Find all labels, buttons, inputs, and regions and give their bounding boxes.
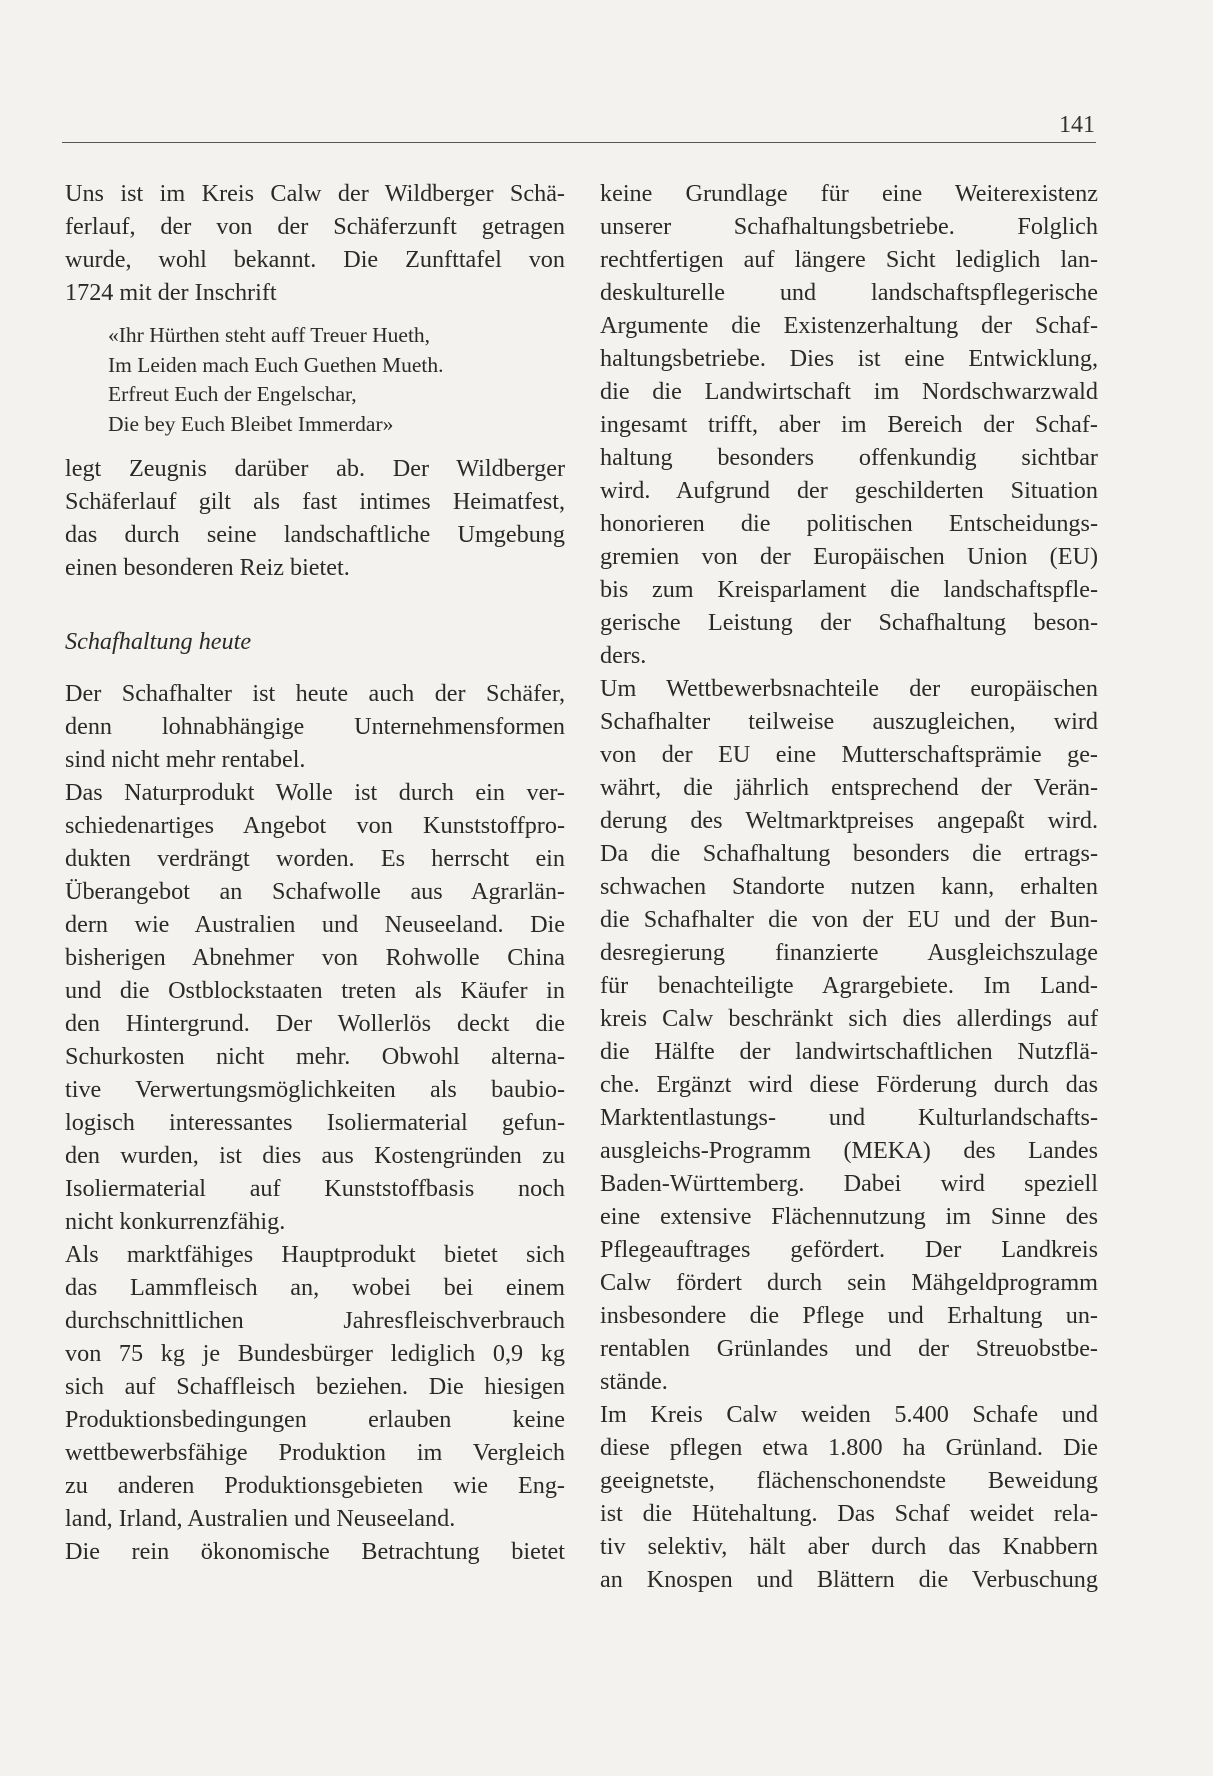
text-line: Uns ist im Kreis Calw der Wildberger Schä-	[65, 180, 565, 207]
text-line: bis zum Kreisparlament die landschaftspfle-	[600, 576, 1098, 603]
text-line: nicht konkurrenzfähig.	[65, 1208, 286, 1235]
text-line: von 75 kg je Bundesbürger lediglich 0,9 kg	[65, 1340, 565, 1367]
text-line: Produktionsbedingungen erlauben keine	[65, 1406, 565, 1433]
text-line: Überangebot an Schafwolle aus Agrarlän-	[65, 878, 565, 905]
text-line: einen besonderen Reiz bietet.	[65, 554, 350, 581]
right-column	[600, 177, 1098, 1596]
text-line: zu anderen Produktionsgebieten wie Eng-	[65, 1472, 565, 1499]
text-line: an Knospen und Blättern die Verbuschung	[600, 1566, 1098, 1593]
quote-line: Im Leiden mach Euch Guethen Mueth.	[108, 352, 444, 377]
text-line: das durch seine landschaftliche Umgebung	[65, 521, 565, 548]
text-line: Baden-Württemberg. Dabei wird speziell	[600, 1170, 1098, 1197]
text-line: wird. Aufgrund der geschilderten Situation	[600, 477, 1098, 504]
text-line: durchschnittlichen Jahresfleischverbrauch	[65, 1307, 565, 1334]
text-line: Pflegeauftrages gefördert. Der Landkreis	[600, 1236, 1098, 1263]
text-line: derung des Weltmarktpreises angepaßt wird.	[600, 807, 1098, 834]
text-line: die Hälfte der landwirtschaftlichen Nutzflä-	[600, 1038, 1098, 1065]
text-line: eine extensive Flächennutzung im Sinne des	[600, 1203, 1098, 1230]
text-line: logisch interessantes Isoliermaterial gefun-	[65, 1109, 565, 1136]
text-line: haltung besonders offenkundig sichtbar	[600, 444, 1098, 471]
text-line: Um Wettbewerbsnachteile der europäischen	[600, 675, 1098, 702]
header-rule	[62, 142, 1096, 143]
text-line: schwachen Standorte nutzen kann, erhalten	[600, 873, 1098, 900]
text-line: die die Landwirtschaft im Nordschwarzwald	[600, 378, 1098, 405]
text-line: sind nicht mehr rentabel.	[65, 746, 306, 773]
paragraph	[65, 177, 565, 309]
text-line: wettbewerbsfähige Produktion im Vergleich	[65, 1439, 565, 1466]
text-line: keine Grundlage für eine Weiterexistenz	[600, 180, 1098, 207]
text-line: Im Kreis Calw weiden 5.400 Schafe und	[600, 1401, 1098, 1428]
text-line: währt, die jährlich entsprechend der Verän-	[600, 774, 1098, 801]
text-line: rentablen Grünlandes und der Streuobstbe-	[600, 1335, 1098, 1362]
paragraph	[600, 1398, 1098, 1596]
text-line: honorieren die politischen Entscheidungs-	[600, 510, 1098, 537]
text-line: die Schafhalter die von der EU und der Bun-	[600, 906, 1098, 933]
text-line: für benachteiligte Agrargebiete. Im Land-	[600, 972, 1098, 999]
text-line: Isoliermaterial auf Kunststoffbasis noch	[65, 1175, 565, 1202]
text-line: geeignetste, flächenschonendste Beweidung	[600, 1467, 1098, 1494]
text-line: Als marktfähiges Hauptprodukt bietet sich	[65, 1241, 565, 1268]
text-line: legt Zeugnis darüber ab. Der Wildberger	[65, 455, 565, 482]
text-line: das Lammfleisch an, wobei bei einem	[65, 1274, 565, 1301]
text-line: insbesondere die Pflege und Erhaltung un-	[600, 1302, 1098, 1329]
paragraph	[65, 452, 565, 584]
paragraph	[600, 672, 1098, 1398]
text-line: gerische Leistung der Schafhaltung beson-	[600, 609, 1098, 636]
left-column	[65, 177, 565, 1568]
text-line: ist die Hütehaltung. Das Schaf weidet rela-	[600, 1500, 1098, 1527]
quote-line: Die bey Euch Bleibet Immerdar»	[108, 411, 394, 436]
text-line: Der Schafhalter ist heute auch der Schäfer,	[65, 680, 565, 707]
paragraph	[65, 677, 565, 776]
text-line: 1724 mit der Inschrift	[65, 279, 277, 306]
text-line: desregierung finanzierte Ausgleichszulage	[600, 939, 1098, 966]
text-line: Das Naturprodukt Wolle ist durch ein ver-	[65, 779, 565, 806]
text-line: bisherigen Abnehmer von Rohwolle China	[65, 944, 565, 971]
paragraph	[600, 177, 1098, 672]
text-line: den wurden, ist dies aus Kostengründen zu	[65, 1142, 565, 1169]
text-line: sich auf Schaffleisch beziehen. Die hiesigen	[65, 1373, 565, 1400]
section-heading: Schafhaltung heute	[65, 628, 252, 655]
text-line: dern wie Australien und Neuseeland. Die	[65, 911, 565, 938]
text-line: tive Verwertungsmöglichkeiten als baubio-	[65, 1076, 565, 1103]
text-line: unserer Schafhaltungsbetriebe. Folglich	[600, 213, 1098, 240]
text-line: wurde, wohl bekannt. Die Zunfttafel von	[65, 246, 565, 273]
text-line: land, Irland, Australien und Neuseeland.	[65, 1505, 456, 1532]
text-line: ders.	[600, 642, 647, 669]
text-line: Schurkosten nicht mehr. Obwohl alterna-	[65, 1043, 565, 1070]
text-line: deskulturelle und landschaftspflegerische	[600, 279, 1098, 306]
text-line: diese pflegen etwa 1.800 ha Grünland. Die	[600, 1434, 1098, 1461]
text-line: denn lohnabhängige Unternehmensformen	[65, 713, 565, 740]
text-line: den Hintergrund. Der Wollerlös deckt die	[65, 1010, 565, 1037]
quote-line: Erfreut Euch der Engelschar,	[108, 382, 357, 406]
text-line: Marktentlastungs- und Kulturlandschafts-	[600, 1104, 1098, 1131]
inscription-quote	[65, 321, 565, 439]
text-line: Schäferlauf gilt als fast intimes Heimatfest,	[65, 488, 565, 515]
text-line: stände.	[600, 1368, 668, 1395]
text-line: ausgleichs-Programm (MEKA) des Landes	[600, 1137, 1098, 1164]
text-line: kreis Calw beschränkt sich dies allerdings auf	[600, 1005, 1098, 1032]
text-line: Da die Schafhaltung besonders die ertrags-	[600, 840, 1098, 867]
text-line: schiedenartiges Angebot von Kunststoffpro-	[65, 812, 565, 839]
text-line: dukten verdrängt worden. Es herrscht ein	[65, 845, 565, 872]
text-line: haltungsbetriebe. Dies ist eine Entwicklung,	[600, 345, 1098, 372]
text-line: von der EU eine Mutterschaftsprämie ge-	[600, 741, 1098, 768]
paragraph	[65, 776, 565, 1238]
text-line: tiv selektiv, hält aber durch das Knabbern	[600, 1533, 1098, 1560]
text-line: und die Ostblockstaaten treten als Käufer in	[65, 977, 565, 1004]
paragraph	[65, 1535, 565, 1568]
text-line: gremien von der Europäischen Union (EU)	[600, 543, 1098, 570]
text-line: Argumente die Existenzerhaltung der Schaf-	[600, 312, 1098, 339]
text-line: ingesamt trifft, aber im Bereich der Schaf-	[600, 411, 1098, 438]
page-number: 141	[1059, 112, 1095, 138]
paragraph	[65, 1238, 565, 1535]
text-line: rechtfertigen auf längere Sicht lediglich lan-	[600, 246, 1098, 273]
text-line: ferlauf, der von der Schäferzunft getragen	[65, 213, 565, 240]
text-line: Die rein ökonomische Betrachtung bietet	[65, 1538, 565, 1565]
text-line: Calw fördert durch sein Mähgeldprogramm	[600, 1269, 1098, 1296]
text-line: Schafhalter teilweise auszugleichen, wird	[600, 708, 1098, 735]
quote-line: «Ihr Hürthen steht auff Treuer Hueth,	[108, 323, 431, 347]
text-line: che. Ergänzt wird diese Förderung durch das	[600, 1071, 1098, 1098]
